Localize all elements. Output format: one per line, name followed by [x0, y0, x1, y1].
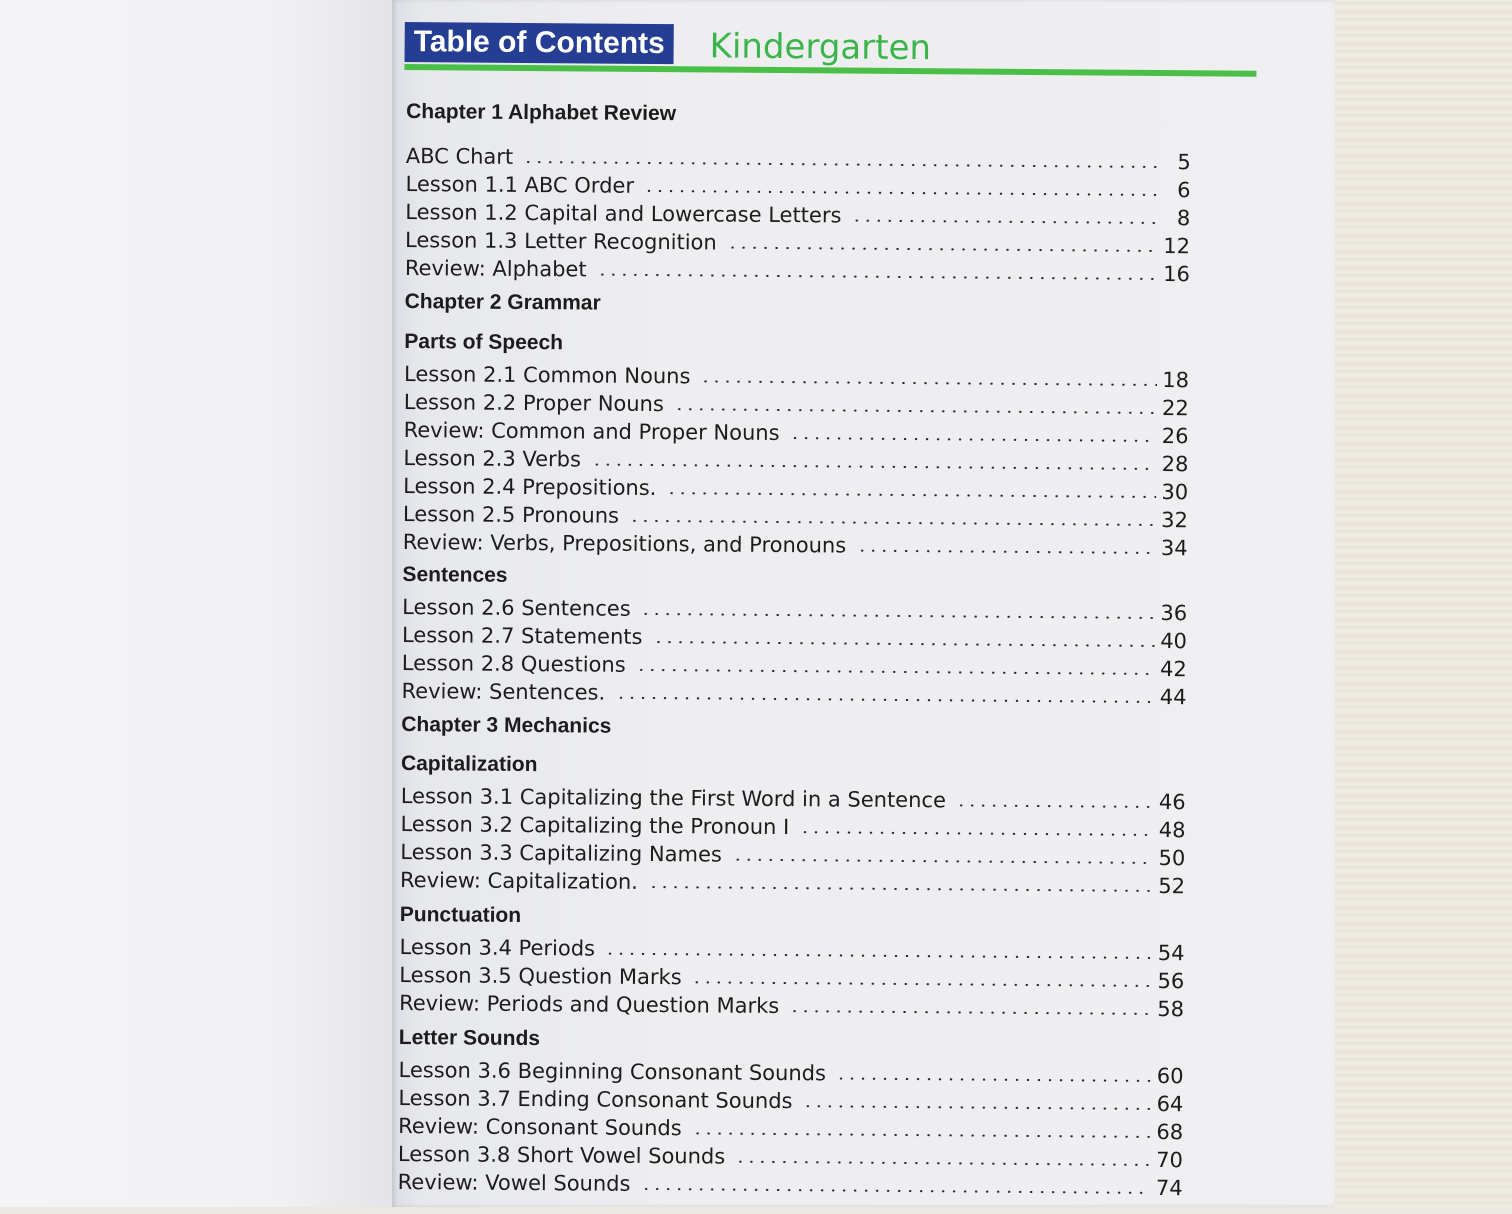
- entry-label: Review: Verbs, Prepositions, and Pronouns: [402, 530, 847, 558]
- entry-label: Lesson 2.3 Verbs: [403, 446, 582, 472]
- toc-entry[interactable]: [401, 675, 1186, 709]
- entry-page: 50: [1158, 845, 1186, 871]
- entry-label: Review: Sentences.: [401, 679, 606, 705]
- entry-label: Lesson 2.5 Pronouns: [402, 502, 620, 528]
- entry-page: 68: [1156, 1119, 1184, 1145]
- entry-page: 70: [1156, 1147, 1184, 1173]
- entry-page: 42: [1159, 656, 1187, 682]
- chapter-3-heading: Chapter 3 Mechanics: [401, 713, 612, 738]
- toc-title: Table of Contents: [405, 22, 674, 64]
- dot-leader: [644, 190, 1159, 196]
- chapter-2-heading: Chapter 2 Grammar: [404, 290, 601, 315]
- dot-leader: [636, 669, 1155, 675]
- entry-label: Lesson 2.2 Proper Nouns: [403, 390, 664, 417]
- section-heading-parts-of-speech: Parts of Speech: [404, 330, 564, 355]
- entry-label: Lesson 3.2 Capitalizing the Pronoun I: [400, 812, 790, 840]
- dot-leader: [692, 981, 1153, 987]
- entry-page: 74: [1155, 1175, 1183, 1201]
- dot-leader: [615, 697, 1154, 703]
- entry-page: 12: [1163, 233, 1191, 259]
- dot-leader: [836, 1077, 1152, 1081]
- entry-page: 22: [1161, 395, 1189, 421]
- entry-label: Lesson 2.1 Common Nouns: [403, 362, 691, 389]
- entry-label: Review: Vowel Sounds: [397, 1170, 631, 1196]
- dot-leader: [523, 161, 1159, 168]
- entry-page: 8: [1176, 206, 1191, 231]
- dot-leader: [605, 953, 1153, 959]
- entry-page: 52: [1158, 873, 1186, 899]
- entry-label: Lesson 3.1 Capitalizing the First Word in a Sentence: [400, 784, 947, 813]
- entry-page: 32: [1161, 507, 1189, 533]
- entry-label: Lesson 3.3 Capitalizing Names: [400, 840, 722, 867]
- entry-page: 6: [1177, 178, 1191, 203]
- dot-leader: [799, 831, 1153, 836]
- left-page: [0, 0, 392, 1207]
- entry-page: 64: [1156, 1091, 1184, 1117]
- entry-page: 54: [1157, 940, 1185, 966]
- dot-leader: [727, 247, 1158, 252]
- toc-entry[interactable]: [400, 864, 1185, 898]
- dot-leader: [591, 463, 1156, 469]
- entry-page: 16: [1163, 261, 1190, 287]
- entry-label: Lesson 3.5 Question Marks: [399, 963, 682, 990]
- section-heading-letter-sounds: Letter Sounds: [398, 1026, 541, 1051]
- section-heading-sentences: Sentences: [402, 563, 508, 587]
- entry-page: 48: [1158, 817, 1186, 843]
- dot-leader: [802, 1105, 1151, 1110]
- entry-label: Lesson 1.2 Capital and Lowercase Letters: [405, 200, 842, 228]
- dot-leader: [790, 437, 1157, 442]
- entry-page: 56: [1157, 968, 1185, 994]
- dot-leader: [956, 804, 1154, 808]
- entry-page: 60: [1156, 1063, 1184, 1089]
- entry-label: Lesson 3.6 Beginning Consonant Sounds: [398, 1058, 827, 1086]
- dot-leader: [700, 380, 1157, 386]
- entry-page: 30: [1161, 479, 1189, 505]
- dot-leader: [674, 408, 1157, 414]
- dot-leader: [629, 520, 1156, 526]
- entry-label: Review: Periods and Question Marks: [399, 991, 780, 1018]
- entry-label: Review: Alphabet: [404, 256, 587, 282]
- entry-page: 18: [1162, 367, 1190, 393]
- dot-leader: [641, 613, 1156, 619]
- dot-leader: [735, 1161, 1151, 1166]
- toc-content: [393, 0, 1262, 1214]
- chapter-1-heading: Chapter 1 Alphabet Review: [406, 100, 677, 126]
- dot-leader: [789, 1010, 1152, 1015]
- section-heading-capitalization: Capitalization: [400, 752, 538, 777]
- entry-label: Lesson 2.6 Sentences: [402, 595, 631, 621]
- entry-label: Lesson 1.1 ABC Order: [405, 172, 635, 198]
- right-page: [392, 0, 1335, 1207]
- entry-page: 40: [1160, 628, 1188, 654]
- entry-label: Lesson 3.4 Periods: [399, 935, 596, 961]
- section-heading-punctuation: Punctuation: [399, 903, 522, 927]
- entry-page: 36: [1160, 600, 1188, 626]
- entry-page: 44: [1159, 684, 1187, 710]
- dot-leader: [648, 886, 1153, 892]
- entry-label: Review: Capitalization.: [399, 868, 638, 894]
- dot-leader: [652, 641, 1155, 647]
- entry-page: 28: [1161, 451, 1189, 477]
- table-surface: [1335, 0, 1512, 1207]
- dot-leader: [856, 550, 1155, 554]
- toc-entry[interactable]: [405, 252, 1190, 286]
- dot-leader: [732, 859, 1153, 864]
- dot-leader: [692, 1132, 1151, 1138]
- entry-label: Lesson 3.7 Ending Consonant Sounds: [398, 1086, 793, 1114]
- entry-label: Lesson 2.8 Questions: [401, 651, 626, 677]
- dot-leader: [666, 492, 1156, 498]
- entry-label: Lesson 2.4 Prepositions.: [403, 474, 657, 501]
- dot-leader: [597, 274, 1158, 280]
- entry-label: Lesson 3.8 Short Vowel Sounds: [397, 1142, 726, 1169]
- entry-label: Lesson 2.7 Statements: [401, 623, 643, 649]
- toc-entry[interactable]: [399, 987, 1184, 1021]
- entry-label: ABC Chart: [405, 144, 514, 169]
- entry-page: 58: [1157, 996, 1185, 1022]
- entry-page: 5: [1177, 150, 1191, 175]
- entry-label: Review: Common and Proper Nouns: [403, 418, 780, 445]
- toc-entry[interactable]: [403, 526, 1188, 560]
- entry-page: 26: [1161, 423, 1189, 449]
- entry-label: Lesson 1.3 Letter Recognition: [405, 228, 717, 255]
- toc-entry[interactable]: [398, 1166, 1183, 1200]
- entry-label: Review: Consonant Sounds: [398, 1114, 682, 1141]
- grade-label: Kindergarten: [709, 26, 932, 69]
- dot-leader: [640, 1188, 1150, 1194]
- dot-leader: [851, 220, 1158, 224]
- entry-page: 46: [1158, 789, 1186, 815]
- entry-page: 34: [1160, 535, 1188, 561]
